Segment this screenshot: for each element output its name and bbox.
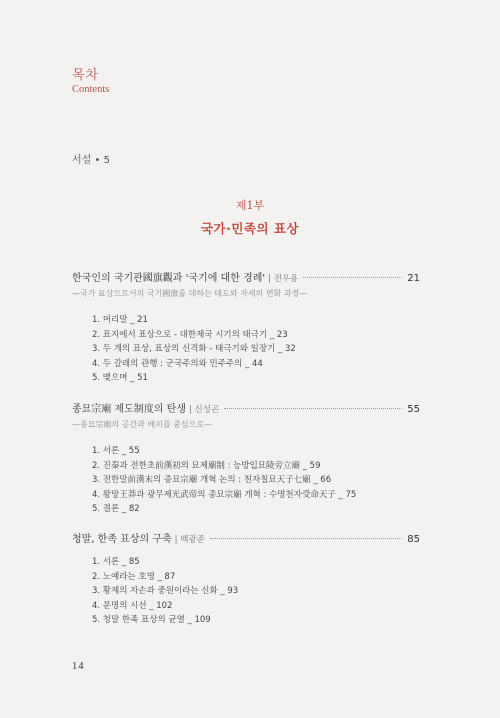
page-number: 14 — [72, 661, 85, 672]
section-item: 5. 맺으며 _ 51 — [92, 373, 148, 384]
section-item: 4. 두 갈래의 관행 : 군국주의와 민주주의 _ 44 — [92, 358, 263, 369]
section-item: 5. 결론 _ 82 — [92, 504, 140, 515]
part-number: 제1부 — [235, 199, 265, 212]
chapter-title-line — [72, 269, 420, 284]
leader-dots — [210, 538, 402, 539]
chapter-page-number: 85 — [407, 534, 420, 545]
section-item: 2. 노예라는 호명 _ 87 — [92, 571, 176, 582]
chapter-page-number: 21 — [407, 273, 420, 284]
chapter-author: | 백광준 — [174, 535, 205, 545]
chapter-entry — [72, 400, 420, 517]
chapter-author: | 전우용 — [268, 274, 299, 284]
section-list — [72, 444, 420, 517]
toc-title-english: Contents — [72, 84, 110, 95]
section-item: 3. 전한말前漢末의 종묘宗廟 개혁 논의 : 천자칠묘天子七廟 _ 66 — [92, 475, 332, 486]
section-item: 4. 왕망王莽과 광무제光武帝의 종묘宗廟 개혁 : 수명천자受命天子 _ 75 — [92, 489, 357, 500]
toc-title-korean: 목차 — [72, 68, 100, 83]
chapter-entry — [72, 530, 420, 628]
section-item: 2. 표지에서 표상으로 - 대한제국 시기의 태극기 _ 23 — [92, 329, 288, 340]
toc-header — [72, 64, 109, 95]
chapter-title: 한국인의 국기관國旗觀과 '국기에 대한 경례' — [72, 273, 266, 284]
chapter-title: 종묘宗廟 제도制度의 탄생 — [72, 404, 186, 415]
chapter-author: | 신성곤 — [188, 405, 220, 415]
section-item: 1. 머리말 _ 21 — [92, 315, 148, 325]
section-list — [72, 555, 420, 628]
preface-entry: 서설 • 5 — [72, 155, 110, 166]
chapter-subtitle: —종묘宗廟의 공간과 배치를 중심으로— — [72, 420, 213, 429]
chapter-title: 청말, 한족 표상의 구축 — [72, 534, 172, 545]
section-item: 3. 황제의 자손과 중원이라는 신화 _ 93 — [92, 586, 239, 597]
chapter-title-line — [72, 400, 420, 415]
section-list — [72, 313, 420, 386]
leader-dots — [303, 277, 402, 278]
chapter-title-line — [72, 530, 420, 545]
part-heading — [0, 197, 500, 237]
section-item: 3. 두 개의 표상, 표상의 신격화 - 태극기와 일장기 _ 32 — [92, 344, 296, 355]
section-item: 2. 진秦과 전한초前漢初의 묘제廟制 : 능방입묘陵旁立廟 _ 59 — [92, 460, 321, 471]
chapter-page-number: 55 — [407, 404, 420, 415]
part-title: 국가·민족의 표상 — [200, 221, 300, 236]
section-item: 5. 청말 한족 표상의 균열 _ 109 — [92, 615, 211, 626]
leader-dots — [224, 408, 402, 409]
chapter-entry — [72, 269, 420, 386]
section-item: 4. 문명의 시선 _ 102 — [92, 600, 173, 611]
chapter-subtitle: —국가 표상으로서의 국기國旗를 대하는 태도와 자세의 변화 과정— — [72, 289, 308, 298]
section-item: 1. 서론 _ 85 — [92, 557, 140, 567]
section-item: 1. 서론 _ 55 — [92, 446, 140, 456]
